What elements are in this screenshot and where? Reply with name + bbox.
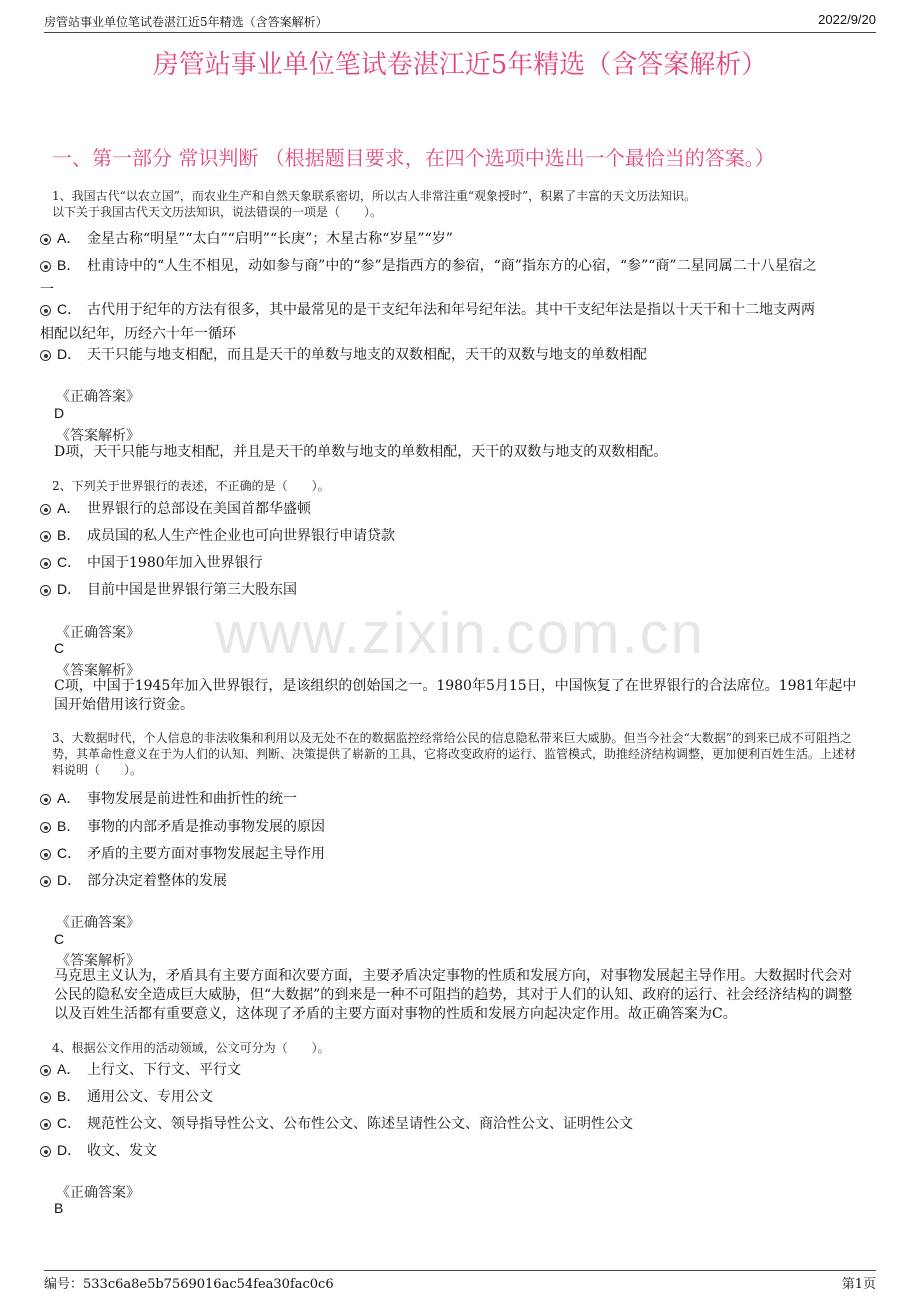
question-stem-line2: 以下关于我国古代天文历法知识，说法错误的一项是（ ）。 (52, 205, 383, 219)
document-id: 编号：533c6a8e5b7569016ac54fea30fac0c6 (44, 1277, 334, 1292)
option-1d[interactable]: D． 天干只能与地支相配，而且是天干的单数与地支的双数相配，天干的双数与地支的单数相配 (40, 342, 820, 367)
answer-value: D (54, 405, 65, 421)
option-text: 事物的内部矛盾是推动事物发展的原因 (87, 819, 325, 835)
option-1b[interactable]: B． 杜甫诗中的“人生不相见，动如参与商”中的“参”是指西方的参宿，“商”指东方的心宿，“参”“商”二星同属二十八星宿之一 (40, 257, 817, 298)
radio-icon[interactable] (40, 558, 51, 569)
option-4c[interactable]: C． 规范性公文、领导指导性公文、公布性公文、陈述呈请性公文、商洽性公文、证明性公文 (40, 1111, 820, 1136)
answer-label: 《正确答案》 (56, 389, 140, 405)
option-text: 通用公文、专用公文 (87, 1089, 213, 1105)
option-text: 部分决定着整体的发展 (87, 873, 227, 889)
radio-icon[interactable] (40, 531, 51, 542)
explanation-label: 《答案解析》 (56, 428, 140, 444)
answer-value: C (54, 640, 65, 656)
answer-label: 《正确答案》 (56, 1185, 140, 1201)
radio-icon[interactable] (40, 350, 51, 361)
page-footer (44, 1270, 876, 1291)
option-2a[interactable]: A． 世界银行的总部设在美国首都华盛顿 (40, 496, 820, 521)
header-title: 房管站事业单位笔试卷湛江近5年精选（含答案解析） (44, 15, 328, 29)
option-text: 上行文、下行文、平行文 (87, 1062, 241, 1078)
radio-icon[interactable] (40, 1092, 51, 1103)
option-4a[interactable]: A． 上行文、下行文、平行文 (40, 1057, 820, 1082)
radio-icon[interactable] (40, 876, 51, 887)
question-stem: 4、根据公文作用的活动领域，公文可分为（ ）。 (52, 1041, 330, 1055)
radio-icon[interactable] (40, 849, 51, 860)
watermark: www.zixin.com.cn (215, 601, 705, 666)
explanation-label: 《答案解析》 (56, 663, 140, 679)
option-text: 规范性公文、领导指导性公文、公布性公文、陈述呈请性公文、商洽性公文、证明性公文 (87, 1116, 633, 1132)
radio-icon[interactable] (40, 1146, 51, 1157)
radio-icon[interactable] (40, 305, 51, 316)
option-3a[interactable]: A． 事物发展是前进性和曲折性的统一 (40, 786, 820, 811)
question-3 (52, 730, 862, 778)
option-text: 收文、发文 (87, 1143, 157, 1159)
option-text: 金星古称“明星”“太白”“启明”“长庚”；木星古称“岁星”“岁” (87, 231, 453, 247)
option-text: 天干只能与地支相配，而且是天干的单数与地支的双数相配，天干的双数与地支的单数相配 (87, 347, 647, 363)
option-text: 矛盾的主要方面对事物发展起主导作用 (87, 846, 325, 862)
radio-icon[interactable] (40, 261, 51, 272)
option-4d[interactable]: D． 收文、发文 (40, 1138, 820, 1163)
page-header (44, 12, 876, 33)
answer-label: 《正确答案》 (56, 915, 140, 931)
page-number: 第1页 (841, 1277, 876, 1292)
explanation-text: C项，中国于1945年加入世界银行，是该组织的创始国之一。1980年5月15日，中国恢复了在世界银行的合法席位。1981年起中国开始借用该行资金。 (54, 678, 857, 713)
option-text: 事物发展是前进性和曲折性的统一 (87, 791, 297, 807)
explanation-text: 马克思主义认为，矛盾具有主要方面和次要方面，主要矛盾决定事物的性质和发展方向，对事物发展起主导作用。大数据时代会对公民的隐私安全造成巨大威胁，但“大数据”的到来是一种不可阻挡的趋势，其对于人们的认知、政府的运行、社会经济结构的调整以及百姓生活都有重要意义，这体现了矛盾的主要方面对事物的性质和发展方向起决定作用。故正确答案为C。 (54, 968, 853, 1022)
explanation-text: D项，天干只能与地支相配，并且是天干的单数与地支的单数相配，天干的双数与地支的双数相配。 (54, 444, 668, 460)
document-title: 房管站事业单位笔试卷湛江近5年精选（含答案解析） (152, 50, 768, 80)
option-2d[interactable]: D． 目前中国是世界银行第三大股东国 (40, 577, 820, 602)
option-3b[interactable]: B． 事物的内部矛盾是推动事物发展的原因 (40, 814, 820, 839)
question-stem: 3、大数据时代，个人信息的非法收集和利用以及无处不在的数据监控经常给公民的信息隐私带来巨大威胁。但当今社会“大数据”的到来已成不可阻挡之势，其革命性意义在于为人们的认知、判断、决策提供了崭新的工具，它将改变政府的运行、监管模式，助推经济结构调整，更加便利百姓生活。上述材料说明（ ）。 (52, 731, 857, 777)
option-text: 古代用于纪年的方法有很多，其中最常见的是干支纪年法和年号纪年法。其中干支纪年法是指以十天干和十二地支两两相配以纪年，历经六十年一循环 (40, 302, 815, 342)
question-stem: 1、我国古代“以农立国”，而农业生产和自然天象联系密切，所以古人非常注重“观象授时”，积累了丰富的天文历法知识。 (52, 189, 697, 203)
option-3c[interactable]: C． 矛盾的主要方面对事物发展起主导作用 (40, 841, 820, 866)
radio-icon[interactable] (40, 1119, 51, 1130)
option-text: 世界银行的总部设在美国首都华盛顿 (87, 501, 311, 517)
question-stem: 2、下列关于世界银行的表述，不正确的是（ ）。 (52, 479, 330, 493)
radio-icon[interactable] (40, 1065, 51, 1076)
option-3d[interactable]: D． 部分决定着整体的发展 (40, 868, 820, 893)
answer-value: C (54, 931, 65, 947)
answer-label: 《正确答案》 (56, 625, 140, 641)
option-text: 目前中国是世界银行第三大股东国 (87, 582, 297, 598)
option-text: 成员国的私人生产性企业也可向世界银行申请贷款 (87, 528, 395, 544)
header-date: 2022/9/20 (818, 12, 876, 27)
option-text: 杜甫诗中的“人生不相见，动如参与商”中的“参”是指西方的参宿，“商”指东方的心宿，“参”“商”二星同属二十八星宿之一 (40, 258, 817, 298)
option-1a[interactable]: A． 金星古称“明星”“太白”“启明”“长庚”；木星古称“岁星”“岁” (40, 226, 820, 251)
option-2b[interactable]: B． 成员国的私人生产性企业也可向世界银行申请贷款 (40, 523, 820, 548)
radio-icon[interactable] (40, 822, 51, 833)
radio-icon[interactable] (40, 504, 51, 515)
option-4b[interactable]: B． 通用公文、专用公文 (40, 1084, 820, 1109)
section-heading: 一、第一部分 常识判断 （根据题目要求，在四个选项中选出一个最恰当的答案。） (52, 146, 775, 170)
option-text: 中国于1980年加入世界银行 (87, 555, 263, 571)
radio-icon[interactable] (40, 585, 51, 596)
option-2c[interactable]: C． 中国于1980年加入世界银行 (40, 550, 820, 575)
option-1c[interactable]: C． 古代用于纪年的方法有很多，其中最常见的是干支纪年法和年号纪年法。其中干支纪年法是指以十天干和十二地支两两相配以纪年，历经六十年一循环 (40, 301, 815, 342)
question-4 (52, 1040, 862, 1056)
answer-value: B (54, 1200, 64, 1216)
question-1 (52, 188, 862, 220)
radio-icon[interactable] (40, 234, 51, 245)
explanation-label: 《答案解析》 (56, 953, 140, 969)
radio-icon[interactable] (40, 794, 51, 805)
question-2 (52, 478, 862, 494)
